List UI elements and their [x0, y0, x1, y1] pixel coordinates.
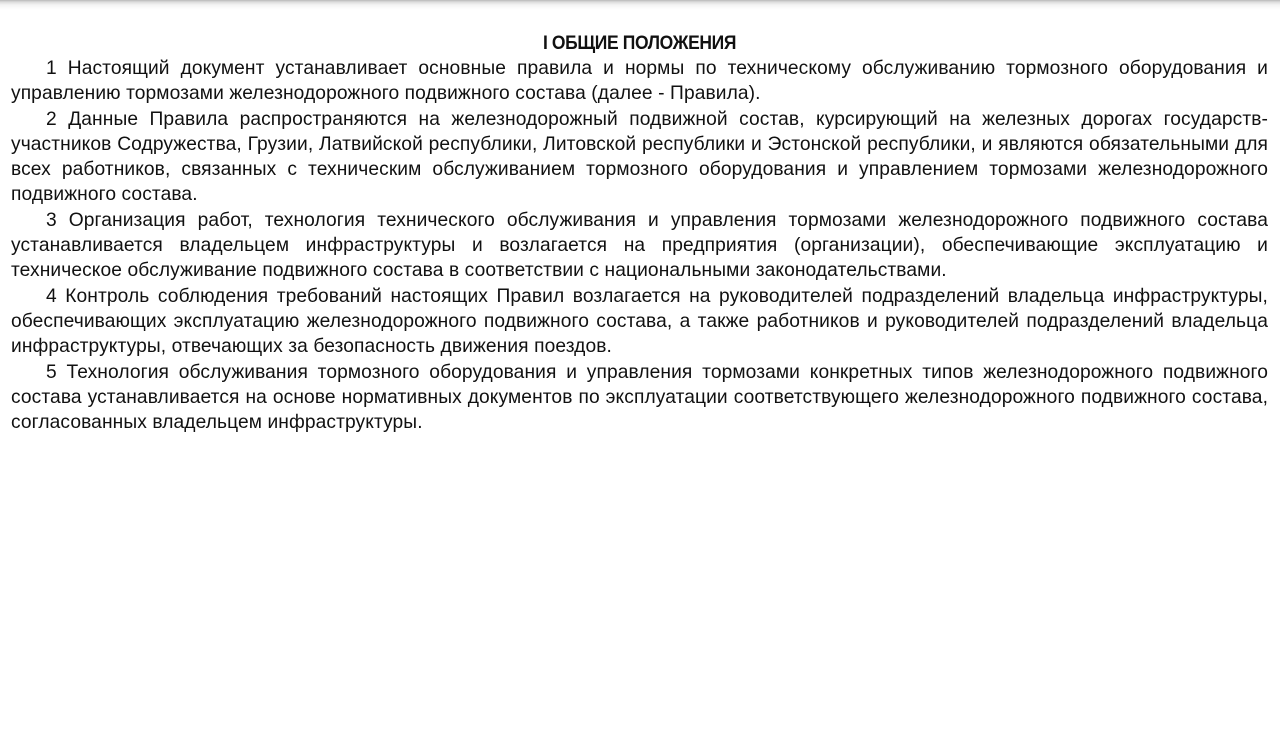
section-heading: I ОБЩИЕ ПОЛОЖЕНИЯ: [542, 33, 737, 54]
document-body[interactable]: [11, 31, 1268, 435]
top-bar-shadow: [0, 0, 1280, 10]
paragraph-5: 5 Технология обслуживания тормозного оборудования и управления тормозами конкретных типов железнодорожного подвижного состава устанавливается на основе нормативных документов по эксплуатации соответствующего железнодорожного подвижного состава, согласованных владельцем инфраструктуры.: [11, 361, 1268, 434]
paragraph-1: 1 Настоящий документ устанавливает основные правила и нормы по техническому обслуживанию тормозного оборудования и управлению тормозами железнодорожного подвижного состава (далее - Правила).: [11, 58, 1268, 105]
paragraph-3: 3 Организация работ, технология технического обслуживания и управления тормозами железнодорожного подвижного состава устанавливается владельцем инфраструктуры и возлагается на предприятия (организации), обеспечивающие эксплуатацию и техническое обслуживание подвижного состава в соответствии с национальными законодательствами.: [11, 209, 1268, 282]
paragraph-2: 2 Данные Правила распространяются на железнодорожный подвижной состав, курсирующий на железных дорогах государств-участников Содружества, Грузии, Латвийской республики, Литовской республики и Эстонской республики, и являются обязательными для всех работников, связанных с техническим обслуживанием тормозного оборудования и управлением тормозами железнодорожного подвижного состава.: [11, 108, 1268, 206]
paragraph-4: 4 Контроль соблюдения требований настоящих Правил возлагается на руководителей подразделений владельца инфраструктуры, обеспечивающих эксплуатацию железнодорожного подвижного состава, а также работников и руководителей подразделений владельца инфраструктуры, отвечающих за безопасность движения поездов.: [11, 285, 1268, 358]
